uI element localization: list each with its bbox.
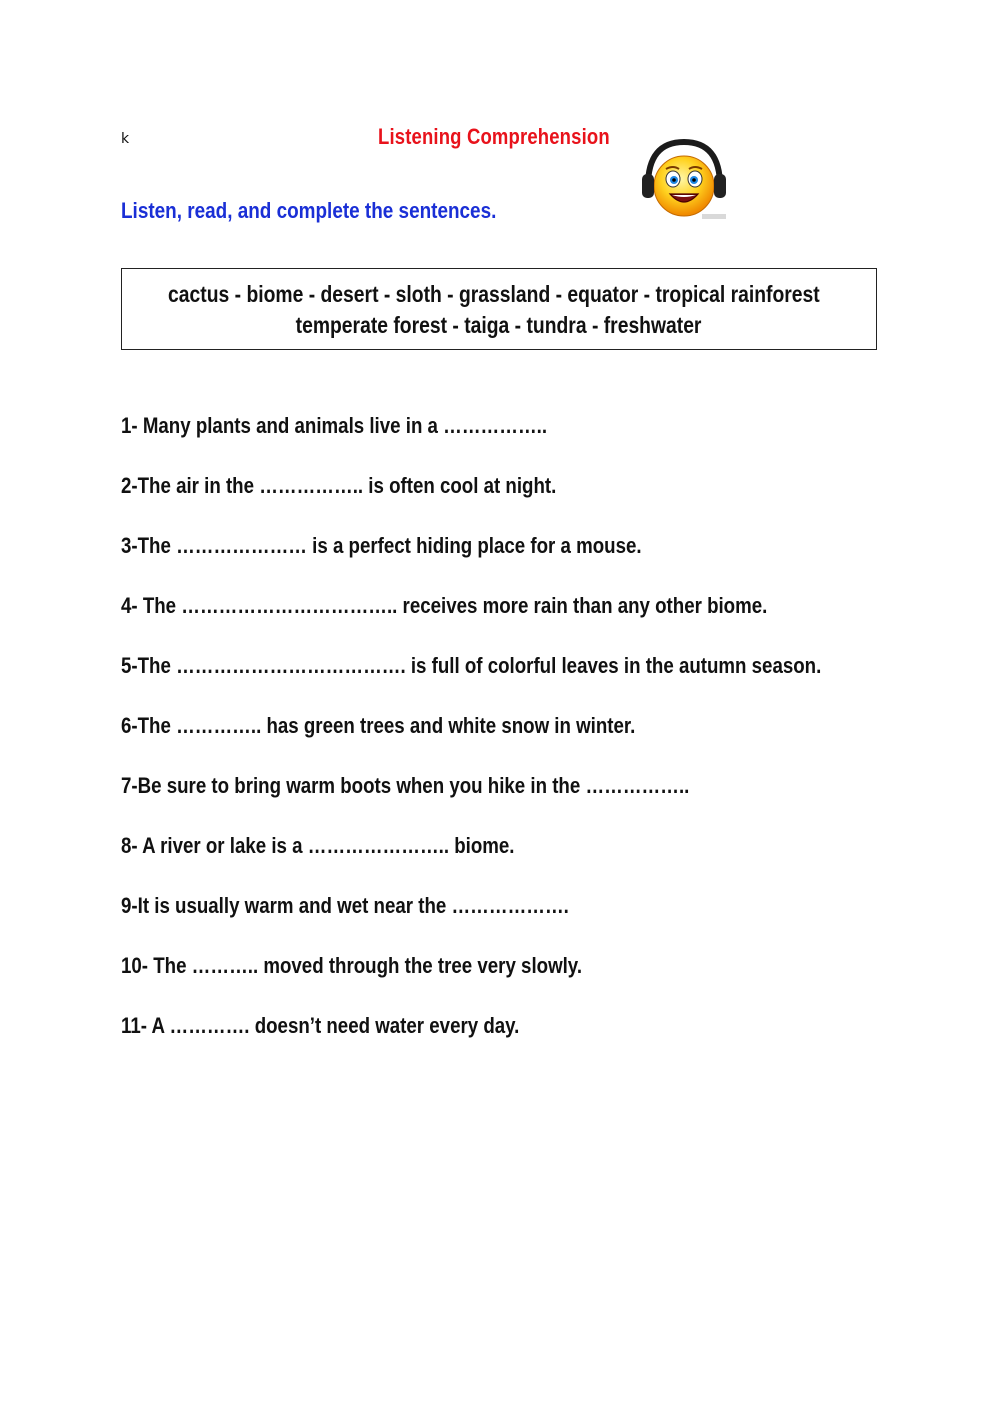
- sentence-item: 7-Be sure to bring warm boots when you hike in the ……………..: [121, 773, 690, 798]
- sentence-item: 9-It is usually warm and wet near the ……………….: [121, 893, 569, 918]
- headphones-smiley-icon: [638, 134, 730, 226]
- sentence-item: 11- A …………. doesn’t need water every day.: [121, 1013, 520, 1038]
- sentence-item: 3-The ………………… is a perfect hiding place for a mouse.: [121, 533, 642, 558]
- sentence-item: 2-The air in the …………….. is often cool at night.: [121, 473, 557, 498]
- sentence-item: 10- The ……….. moved through the tree very slowly.: [121, 953, 583, 978]
- sentence-item: 8- A river or lake is a ………………….. biome.: [121, 833, 515, 858]
- word-bank: [121, 268, 877, 350]
- sentence-item: 6-The ………….. has green trees and white snow in winter.: [121, 713, 636, 738]
- instruction-text: Listen, read, and complete the sentences.: [121, 198, 497, 223]
- word-bank-line: cactus - biome - desert - sloth - grassland - equator - tropical rainforest: [168, 281, 820, 307]
- sentence-item: 5-The ………………………………. is full of colorful leaves in the autumn season.: [121, 653, 822, 678]
- page-title: Listening Comprehension: [378, 124, 610, 149]
- sentence-list: [121, 413, 921, 1073]
- sentence-item: 1- Many plants and animals live in a ……………..: [121, 413, 548, 438]
- sentence-item: 4- The …………………………….. receives more rain than any other biome.: [121, 593, 768, 618]
- word-bank-line: temperate forest - taiga - tundra - freshwater: [296, 312, 702, 338]
- stray-mark: k: [121, 131, 130, 147]
